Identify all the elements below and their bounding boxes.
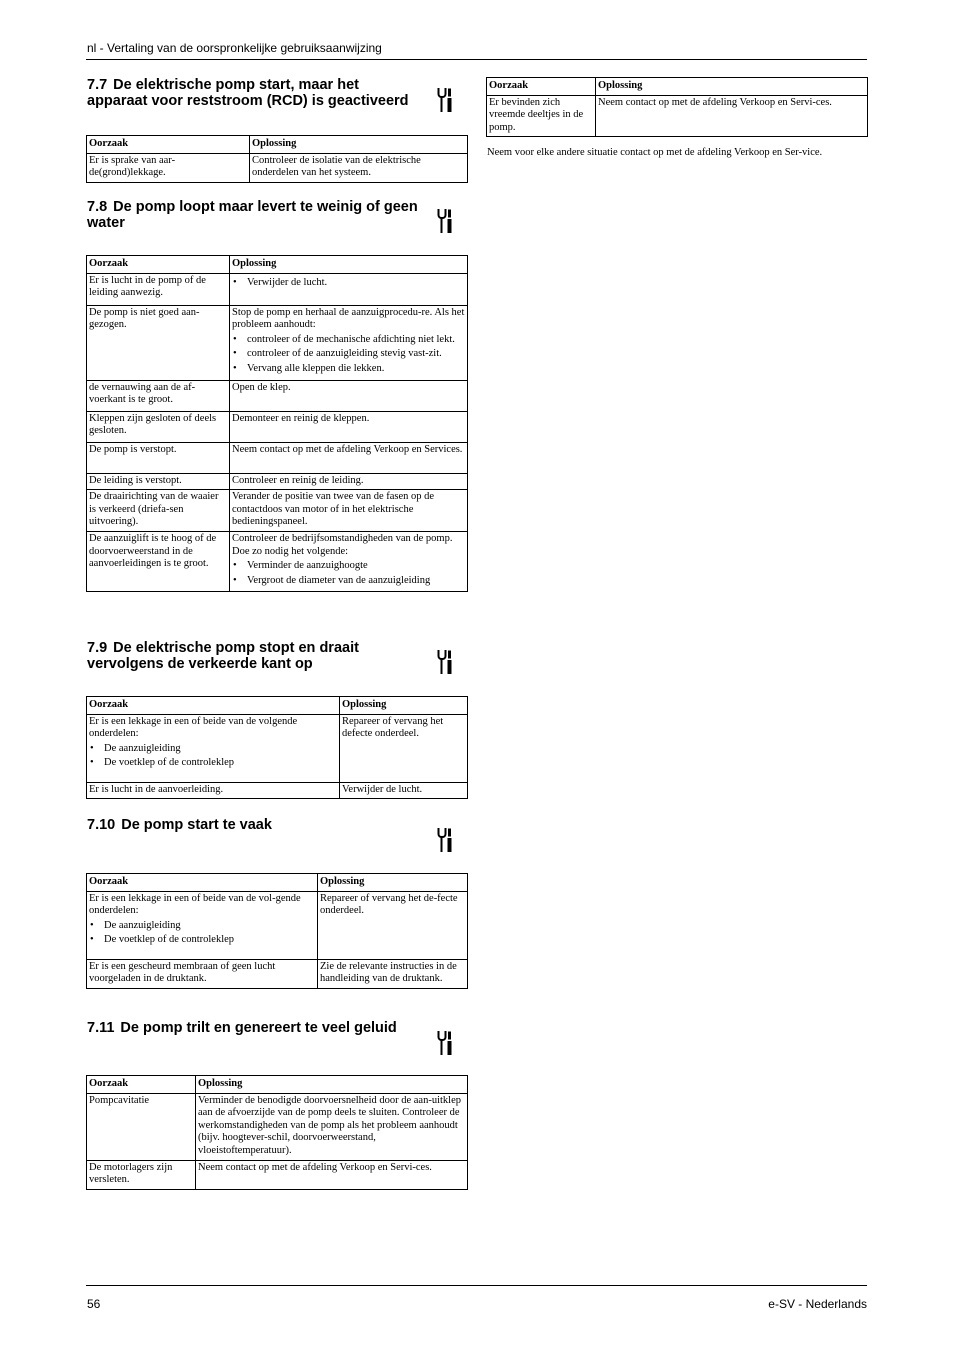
cause-cell: De pomp is verstopt. — [87, 442, 230, 473]
cause-text: Er is een lekkage in een of beide van de vol-gende onderdelen: — [89, 892, 301, 917]
section-heading: De elektrische pomp stopt en draait vervolgens de verkeerde kant op — [87, 640, 359, 672]
cause-cell: De pomp is niet goed aan-gezogen. — [87, 305, 230, 380]
solution-cell: Neem contact op met de afdeling Verkoop en Services. — [230, 442, 468, 473]
solution-cell: Zie de relevante instructies in de handleiding van de druktank. — [318, 959, 468, 988]
section-7-8-title — [87, 199, 432, 231]
solution-cell — [230, 531, 468, 591]
table-7-11 — [86, 1075, 468, 1190]
tools-icon — [437, 649, 453, 675]
section-number: 7.7 — [87, 77, 108, 93]
section-heading: De elektrische pomp start, maar het apparaat voor reststroom (RCD) is geactiveerd — [87, 77, 409, 109]
solution-cell: Open de klep. — [230, 380, 468, 411]
cause-cell: De motorlagers zijn versleten. — [87, 1160, 196, 1189]
table-row — [87, 1160, 468, 1189]
footer-label: e-SV - Nederlands — [768, 1297, 867, 1311]
cause-cell: Er bevinden zich vreemde deeltjes in de pomp. — [487, 95, 596, 137]
table-row — [87, 959, 468, 988]
col-header-solution: Oplossing — [318, 874, 468, 892]
section-heading: De pomp loopt maar levert te weinig of geen water — [87, 199, 418, 231]
cause-cell: Er is sprake van aar-de(grond)lekkage. — [87, 153, 250, 182]
solution-cell: Verminder de benodigde doorvoersnelheid door de aan-uitklep aan de afvoerzijde van de pomp deels te sluiten. Controleer de werkomstandigheden van de pomp als het probleem aanhoudt (bijv. hoogtever-schil, doorvoerweerstand, vloeistoftemperatuur). — [196, 1093, 468, 1160]
cause-cell: De draairichting van de waaier is verkeerd (driefa-sen uitvoering). — [87, 490, 230, 532]
table-row — [87, 782, 468, 799]
section-7-9-title — [87, 640, 432, 672]
bullet-item: • Vergroot de diameter van de aanzuigleiding — [232, 575, 465, 588]
bullet-item: • De voetklep of de controleklep — [89, 934, 315, 947]
solution-cell: Verander de positie van twee van de fasen op de contactdoos van motor of in het elektrische bedieningspaneel. — [230, 490, 468, 532]
bullet-item: • Verwijder de lucht. — [232, 277, 465, 290]
bullet-item: • De aanzuigleiding — [89, 743, 337, 756]
bullet-item: • controleer of de aanzuigleiding stevig vast-zit. — [232, 348, 465, 361]
table-7-7 — [86, 135, 468, 183]
col-header-cause: Oorzaak — [87, 136, 250, 154]
running-header: nl - Vertaling van de oorspronkelijke gebruiksaanwijzing — [87, 41, 382, 55]
bullet-item: • Verminder de aanzuighoogte — [232, 560, 465, 573]
solution-cell: Repareer of vervang het defecte onderdeel. — [340, 714, 468, 782]
solution-text: Stop de pomp en herhaal de aanzuigprocedu-re. Als het probleem aanhoudt: — [232, 306, 465, 331]
section-7-10-title — [87, 817, 432, 833]
col-header-cause: Oorzaak — [87, 874, 318, 892]
table-continued — [486, 77, 868, 137]
cause-cell: Er is lucht in de aanvoerleiding. — [87, 782, 340, 799]
cause-cell — [87, 714, 340, 782]
cause-text: Er is een lekkage in een of beide van de volgende onderdelen: — [89, 715, 298, 740]
cause-cell: de vernauwing aan de af-voerkant is te groot. — [87, 380, 230, 411]
cause-cell: Er is lucht in de pomp of de leiding aanwezig. — [87, 273, 230, 305]
section-number: 7.10 — [87, 817, 116, 833]
cause-cell: De leiding is verstopt. — [87, 473, 230, 490]
solution-cell — [230, 305, 468, 380]
service-note: Neem voor elke andere situatie contact op met de afdeling Verkoop en Ser-vice. — [487, 147, 823, 158]
col-header-cause: Oorzaak — [487, 78, 596, 96]
col-header-solution: Oplossing — [340, 697, 468, 715]
col-header-solution: Oplossing — [596, 78, 868, 96]
tools-icon — [437, 87, 453, 113]
table-row — [87, 442, 468, 473]
bullet-item: • Vervang alle kleppen die lekken. — [232, 363, 465, 376]
table-row — [87, 411, 468, 442]
section-heading: De pomp start te vaak — [121, 817, 272, 833]
table-row — [87, 153, 468, 182]
footer-rule — [86, 1285, 867, 1286]
solution-cell: Neem contact op met de afdeling Verkoop en Servi-ces. — [196, 1160, 468, 1189]
section-7-11-title — [87, 1020, 417, 1036]
solution-cell — [230, 273, 468, 305]
tools-icon — [437, 1030, 453, 1056]
cause-cell: De aanzuiglift is te hoog of de doorvoerweerstand in de aanvoerleidingen is te groot. — [87, 531, 230, 591]
bullet-item: • De aanzuigleiding — [89, 920, 315, 933]
table-7-10 — [86, 873, 468, 989]
table-row — [487, 95, 868, 137]
cause-cell: Kleppen zijn gesloten of deels gesloten. — [87, 411, 230, 442]
table-7-9 — [86, 696, 468, 799]
solution-cell: Neem contact op met de afdeling Verkoop en Servi-ces. — [596, 95, 868, 137]
col-header-solution: Oplossing — [230, 256, 468, 274]
bullet-item: • controleer of de mechanische afdichting niet lekt. — [232, 334, 465, 347]
col-header-cause: Oorzaak — [87, 697, 340, 715]
tools-icon — [437, 827, 453, 853]
table-7-8 — [86, 255, 468, 592]
solution-cell: Repareer of vervang het de-fecte onderdeel. — [318, 891, 468, 959]
table-row — [87, 305, 468, 380]
solution-text: Controleer de bedrijfsomstandigheden van de pomp. Doe zo nodig het volgende: — [232, 532, 453, 557]
tools-icon — [437, 208, 453, 234]
table-row — [87, 531, 468, 591]
table-row — [87, 1093, 468, 1160]
col-header-cause: Oorzaak — [87, 1076, 196, 1094]
table-row — [87, 490, 468, 532]
bullet-item: • De voetklep of de controleklep — [89, 757, 337, 770]
solution-cell: Controleer en reinig de leiding. — [230, 473, 468, 490]
section-number: 7.8 — [87, 199, 108, 215]
section-heading: De pomp trilt en genereert te veel geluid — [120, 1020, 397, 1036]
solution-cell: Verwijder de lucht. — [340, 782, 468, 799]
table-row — [87, 714, 468, 782]
cause-cell — [87, 891, 318, 959]
header-rule — [86, 59, 867, 60]
table-row — [87, 380, 468, 411]
section-7-7-title — [87, 77, 422, 109]
cause-cell: Er is een gescheurd membraan of geen lucht voorgeladen in de druktank. — [87, 959, 318, 988]
col-header-solution: Oplossing — [196, 1076, 468, 1094]
col-header-cause: Oorzaak — [87, 256, 230, 274]
solution-cell: Demonteer en reinig de kleppen. — [230, 411, 468, 442]
page-number: 56 — [87, 1297, 101, 1311]
col-header-solution: Oplossing — [250, 136, 468, 154]
cause-cell: Pompcavitatie — [87, 1093, 196, 1160]
section-number: 7.11 — [87, 1020, 115, 1036]
table-row — [87, 473, 468, 490]
solution-cell: Controleer de isolatie van de elektrische onderdelen van het systeem. — [250, 153, 468, 182]
table-row — [87, 273, 468, 305]
table-row — [87, 891, 468, 959]
section-number: 7.9 — [87, 640, 108, 656]
